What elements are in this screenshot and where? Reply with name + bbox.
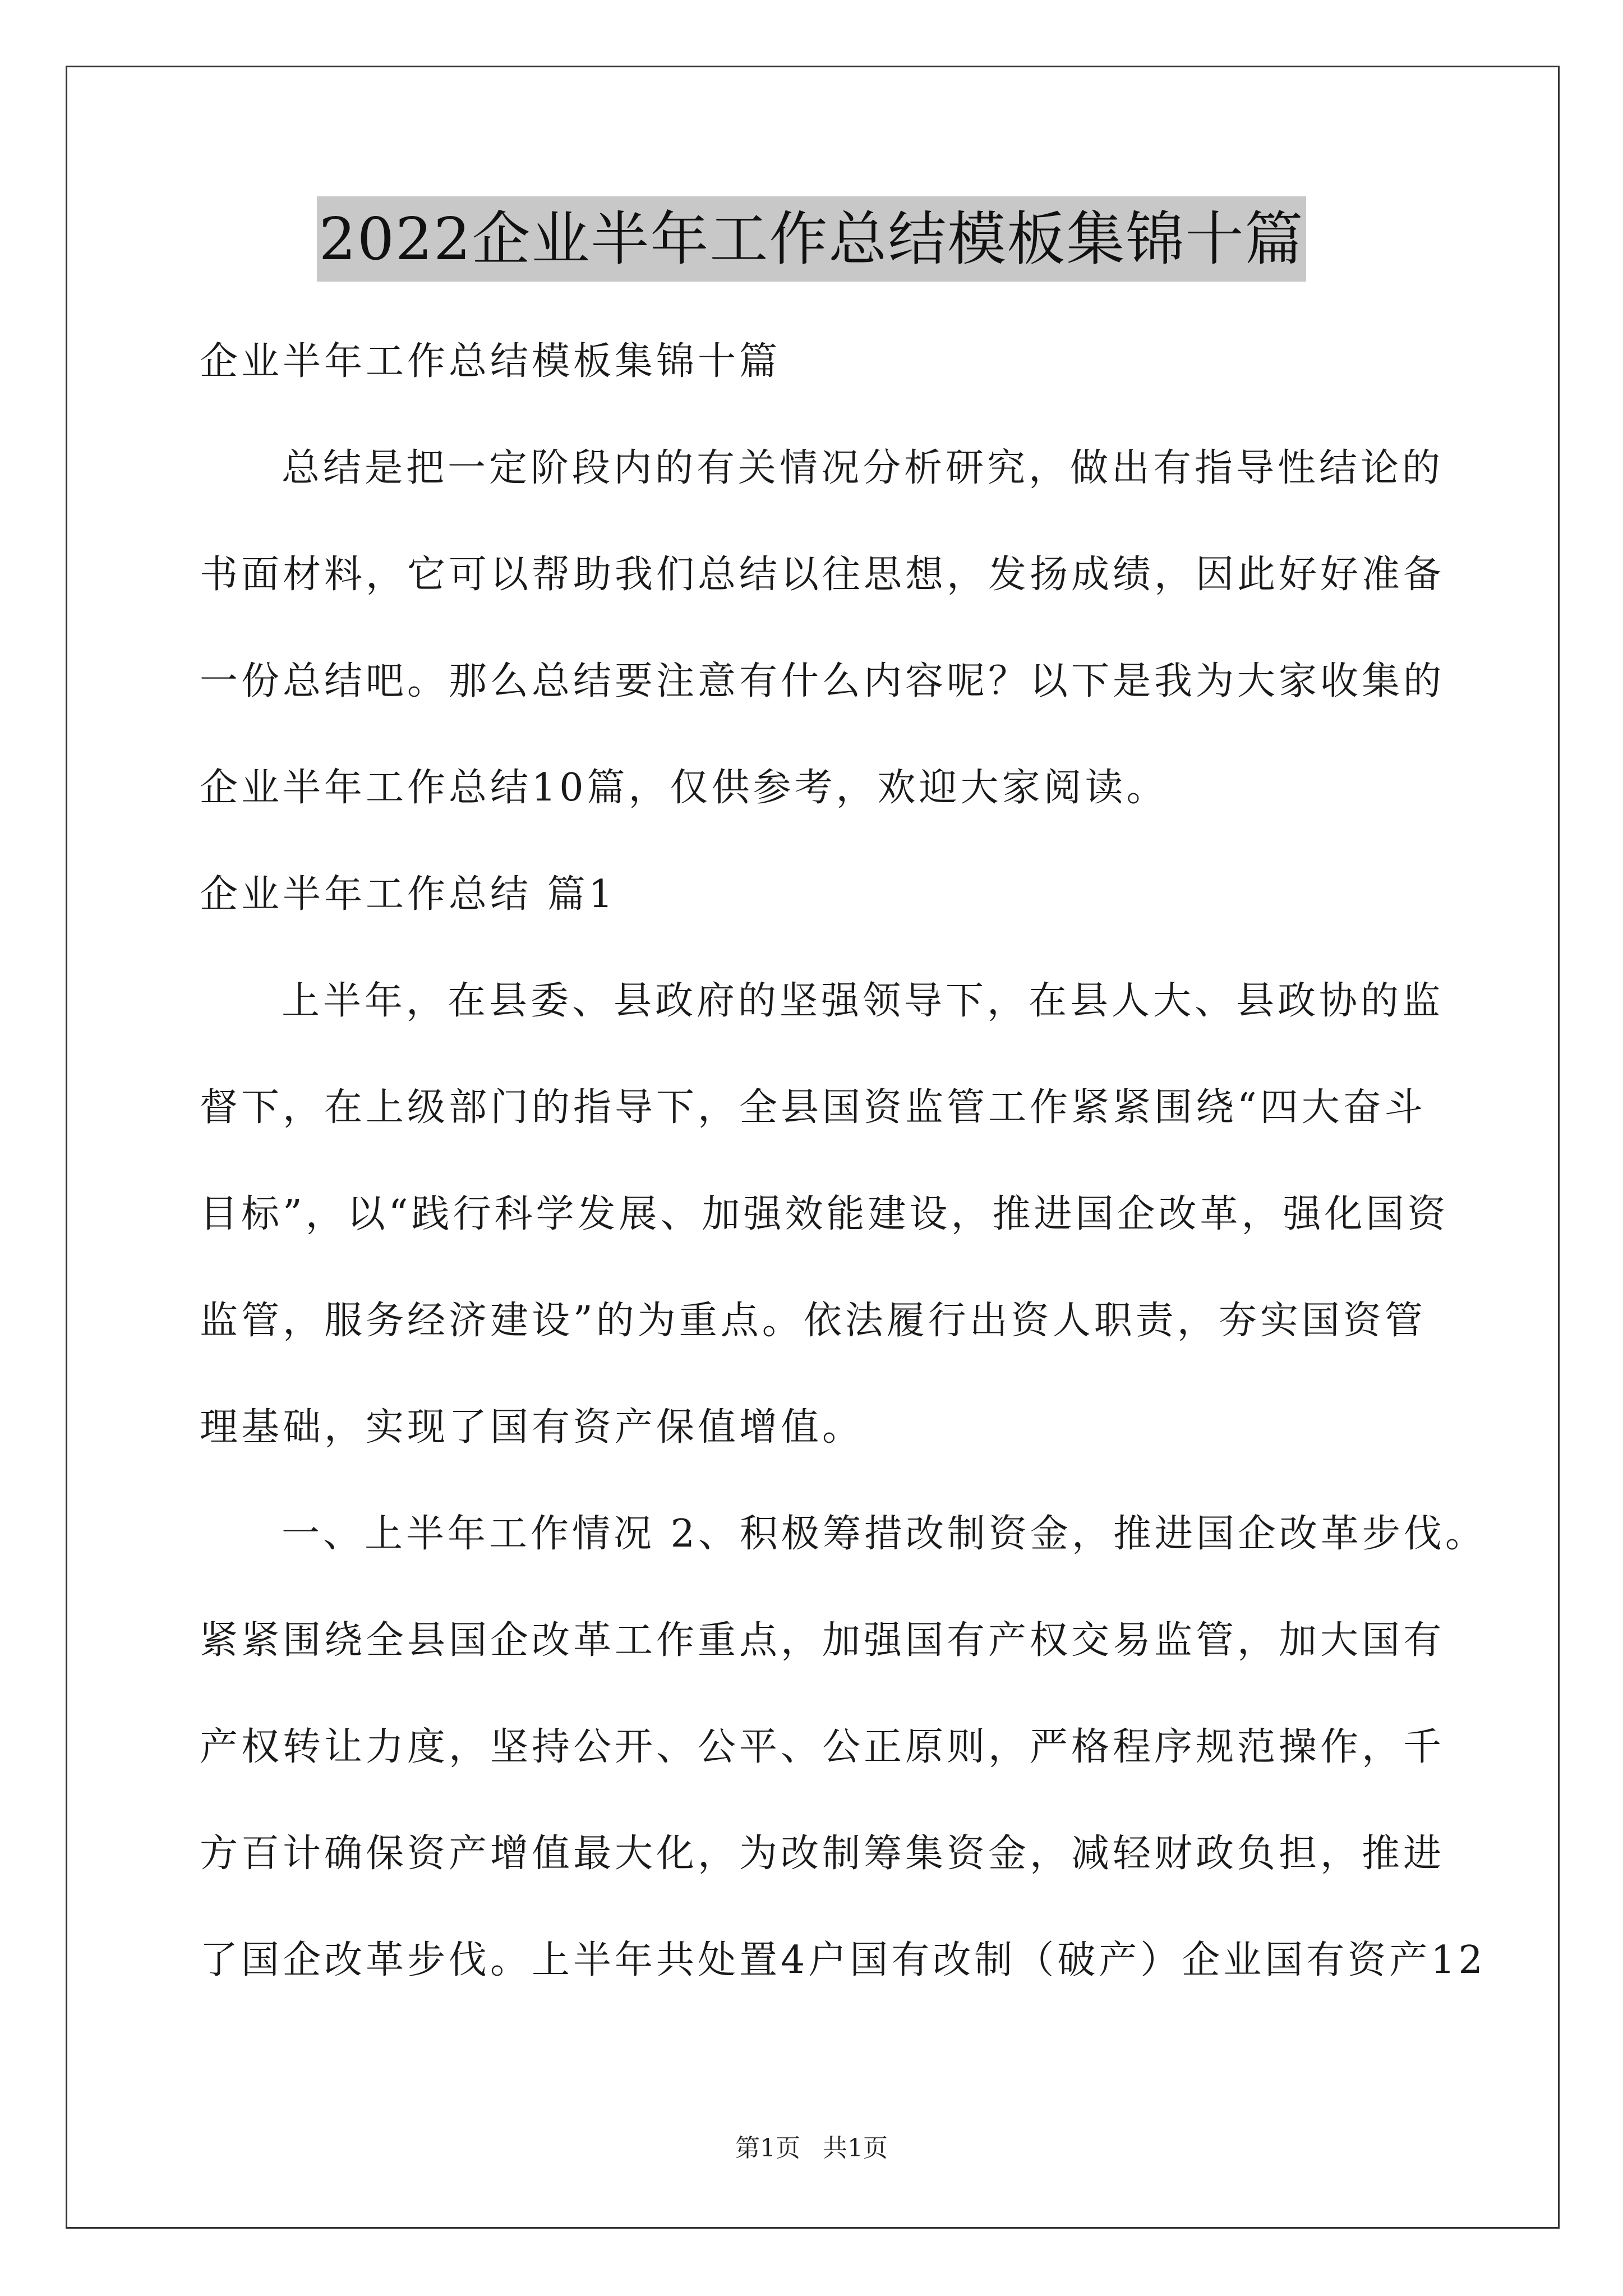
document-title: 2022企业半年工作总结模板集锦十篇 [317,196,1307,282]
text-line: 方百计确保资产增值最大化，为改制筹集资金，减轻财政负担，推进 [200,1832,1445,1876]
text-line: 上半年，在县委、县政府的坚强领导下，在县人大、县政协的监 [282,979,1444,1023]
text-line: 产权转让力度，坚持公开、公平、公正原则，严格程序规范操作，千 [200,1725,1445,1769]
text-line: 一份总结吧。那么总结要注意有什么内容呢？以下是我为大家收集的 [200,659,1445,703]
page-total: 共1页 [823,2134,888,2162]
text-line: 了国企改革步伐。上半年共处置4户国有改制（破产）企业国有资产12 [200,1938,1486,1982]
text-line: 理基础，实现了国有资产保值增值。 [200,1405,864,1450]
text-line: 总结是把一定阶段内的有关情况分析研究，做出有指导性结论的 [282,446,1444,490]
text-line: 企业半年工作总结10篇，仅供参考，欢迎大家阅读。 [200,766,1168,810]
text-line: 书面材料，它可以帮助我们总结以往思想，发扬成绩，因此好好准备 [200,553,1445,597]
page-number: 第1页 [735,2134,800,2162]
page-footer [0,2132,1623,2165]
title-container [0,196,1623,282]
text-line: 紧紧围绕全县国企改革工作重点，加强国有产权交易监管，加大国有 [200,1618,1445,1663]
document-body [200,309,1487,2014]
text-line: 一、上半年工作情况 2、积极筹措改制资金，推进国企改革步伐。 [282,1512,1487,1556]
text-line: 督下，在上级部门的指导下，全县国资监管工作紧紧围绕“四大奋斗 [200,1085,1426,1130]
text-line: 目标”，以“践行科学发展、加强效能建设，推进国企改革，强化国资 [200,1192,1449,1236]
text-line: 企业半年工作总结模板集锦十篇 [200,339,781,384]
text-line: 监管，服务经济建设”的为重点。依法履行出资人职责，夯实国资管 [200,1299,1426,1343]
text-line: 企业半年工作总结 篇1 [200,872,616,917]
